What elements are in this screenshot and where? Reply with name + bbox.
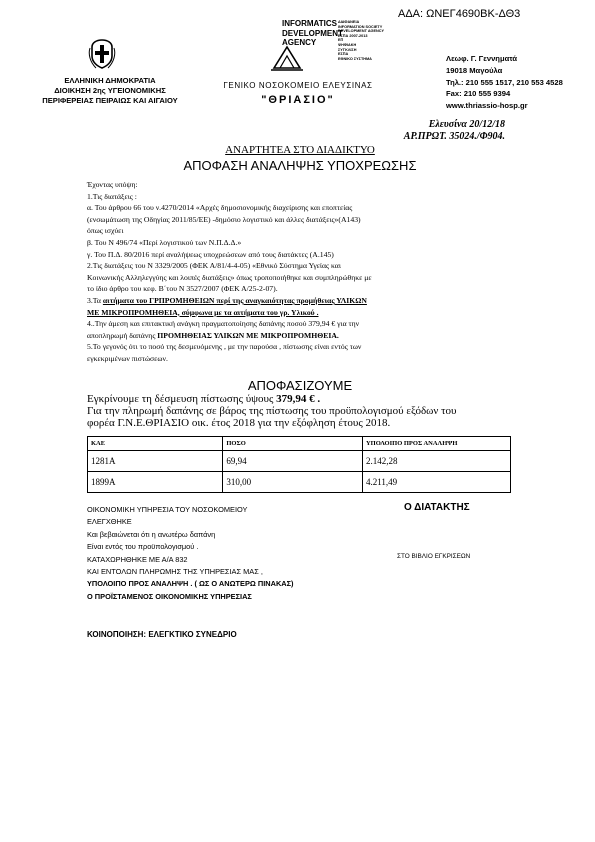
table-row <box>88 472 511 493</box>
posted-online-heading: ΑΝΑΡΤΗΤΕΑ ΣΤΟ ΔΙΑΔΙΚΤΥΟ <box>225 144 375 156</box>
considerations-body <box>87 179 507 365</box>
table-cell: 310,00 <box>223 472 363 493</box>
decision-line: Για την πληρωμή δαπάνης σε βάρος της πίστωσης του προϋπολογισμού εξόδων του <box>87 405 457 417</box>
decision-line-prefix: Εγκρίνουμε τη δέσμευση πίστωσης ύψους <box>87 393 277 405</box>
item-3-line: ΜΕ ΜΙΚΡΟΠΡΟΜΗΘΕΙΑ, σύμφωνα με τα αιτήματα του γρ. Υλικού . <box>87 307 319 317</box>
item-4-prefix: αποπληρωμή δαπάνης <box>87 330 158 340</box>
info-small-line: ΕΘΝΙΚΟ ΣΥΣΤΗΜΑ <box>338 56 372 61</box>
informatics-line: AGENCY <box>282 38 317 47</box>
item-1b: β. Του Ν 496/74 «Περί λογιστικού των Ν.Π.Δ.Δ.» <box>87 237 242 247</box>
table-cell: 69,94 <box>223 451 363 472</box>
informatics-small-text <box>338 20 384 61</box>
hospital-address <box>446 53 563 112</box>
info-small-line: ΣΥΓΚΛΙΣΗ <box>338 47 357 52</box>
table-cell: 4.211,49 <box>362 472 510 493</box>
info-small-line: DEVELOPMENT AGENCY <box>338 29 385 34</box>
hospital-name: ΓΕΝΙΚΟ ΝΟΣΟΚΟΜΕΙΟ ΕΛΕΥΣΙΝΑΣ <box>223 81 373 90</box>
notification-line: ΚΟΙΝΟΠΟΙΗΣΗ: ΕΛΕΓΚΤΙΚΟ ΣΥΝΕΔΡΙΟ <box>87 630 237 639</box>
address-line: Fax: 210 555 9394 <box>446 89 511 99</box>
ministry-line: ΔΙΟΙΚΗΣΗ 2ης ΥΓΕΙΟΝΟΜΙΚΗΣ <box>54 86 166 95</box>
decision-line <box>87 393 517 405</box>
item-1a-line: όπως ισχύει <box>87 226 124 236</box>
sig-line: ΚΑΙ ΕΝΤΟΛΩΝ ΠΛΗΡΩΜΗΣ ΤΗΣ ΥΠΗΡΕΣΙΑΣ ΜΑΣ , <box>87 567 263 577</box>
item-4-line: 4..Την άμεση και επιτακτική ανάγκη πραγματοποίησης δαπάνης ποσού 379,94 € για την <box>87 319 360 329</box>
item-4-emphasis: ΠΡΟΜΗΘΕΙΑΣ ΥΛΙΚΩΝ ΜΕ ΜΙΚΡΟΠΡΟΜΗΘΕΙΑ. <box>157 330 339 340</box>
approval-book-label: ΣΤΟ ΒΙΒΛΙΟ ΕΓΚΡΙΣΕΩΝ <box>397 553 471 560</box>
item-2-line: 2.Τις διατάξεις του Ν 3329/2005 (ΦΕΚ Α/81/4-4-05) «Εθνικό Σύστημα Υγείας και <box>87 261 341 271</box>
informatics-line: INFORMATICS <box>282 19 337 28</box>
intro-line: Έχοντας υπόψη: <box>87 180 138 189</box>
sig-line: Και βεβαιώνεται ότι η ανωτέρω δαπάνη <box>87 529 216 539</box>
address-line: www.thriassio-hosp.gr <box>446 101 528 111</box>
hospital-logo-icon <box>270 44 304 72</box>
table-row <box>88 451 511 472</box>
budget-table <box>87 436 511 493</box>
address-line: Λεωφ. Γ. Γεννηματά <box>446 54 518 63</box>
info-small-line: ΨΗΦΙΑΚΗ <box>338 42 357 47</box>
info-small-line: ΕΠ <box>338 38 344 43</box>
ministry-line: ΠΕΡΙΦΕΡΕΙΑΣ ΠΕΙΡΑΙΩΣ ΚΑΙ ΑΙΓΑΙΟΥ <box>42 96 178 105</box>
info-small-line: INFORMATION SOCIETY <box>338 24 383 29</box>
table-header-row <box>88 437 511 451</box>
director-label: Ο ΔΙΑΤΑΚΤΗΣ <box>404 502 470 513</box>
finance-signature-block <box>87 504 407 603</box>
item-2-line: το ίδιο άρθρο του κεφ. Β΄του Ν 3527/2007 (ΦΕΚ Α/25-2-07). <box>87 284 278 294</box>
decision-title: ΑΠΟΦΑΣΗ ΑΝΑΛΗΨΗΣ ΥΠΟΧΡΕΩΣΗΣ <box>183 158 417 173</box>
item-1c: γ. Του Π.Δ. 80/2016 περί αναλήψεως υποχρεώσεων από τους διατάκτες (Α.145) <box>87 249 334 259</box>
address-line: Τηλ.: 210 555 1517, 210 553 4528 <box>446 77 563 87</box>
decision-text <box>87 393 517 429</box>
date-protocol <box>385 119 505 143</box>
item-4-line <box>87 330 507 342</box>
info-small-line: ΕΣΠΑ 2007-2013 <box>338 33 368 38</box>
ada-code: ΑΔΑ: ΩΝΕΓ4690ΒΚ-ΔΘ3 <box>398 8 521 20</box>
item-1: 1.Τις διατάξεις : <box>87 191 137 201</box>
item-5-line: εγκεκριμένων πιστώσεων. <box>87 353 168 363</box>
sig-line: ΚΑΤΑΧΩΡΗΘΗΚΕ ΜΕ Α/Α 832 <box>87 554 188 564</box>
decision-line: φορέα Γ.Ν.Ε.ΘΡΙΑΣΙΟ οικ. έτος 2018 για την εξόφληση έτους 2018. <box>87 417 391 429</box>
sig-line: ΕΛΕΓΧΘΗΚΕ <box>87 517 132 527</box>
item-1a-line: (ενσωμάτωση της Οδηγίας 2011/85/ΕΕ) -δημόσιο λογιστικό και άλλες διατάξεις»(Α143) <box>87 214 361 224</box>
table-cell: 1899Α <box>88 472 223 493</box>
item-3-emphasis: αιτήματα του ΓΡΠΡΟΜΗΘΕΙΩΝ περί της αναγκαιότητας προμήθειας ΥΛΙΚΩΝ <box>102 295 367 305</box>
ministry-block <box>40 76 180 106</box>
table-header-remaining: ΥΠΟΛΟΙΠΟ ΠΡΟΣ ΑΝΑΛΗΨΗ <box>362 437 510 451</box>
protocol-number: ΑΡ.ΠΡΩΤ. 35024./Φ904. <box>403 131 505 142</box>
informatics-line: DEVELOPMENT <box>282 28 343 38</box>
info-small-line: ΔΙΑΦΑΝΕΙΑ <box>338 20 360 24</box>
item-1a-line: α. Του άρθρου 66 του ν.4270/2014 «Αρχές δημοσιονομικής διαχείρισης και εποπτείας <box>87 203 353 213</box>
decide-heading: ΑΠΟΦΑΣΙΖΟΥΜΕ <box>247 378 353 393</box>
sig-line: ΥΠΟΛΟΙΠΟ ΠΡΟΣ ΑΝΑΛΗΨΗ . ( ΩΣ Ο ΑΝΩΤΕΡΩ ΠΙΝΑΚΑΣ) <box>87 579 294 589</box>
hospital-short-name: "ΘΡΙΑΣΙΟ" <box>261 94 335 106</box>
item-3-line <box>87 295 507 307</box>
table-cell: 2.142,28 <box>362 451 510 472</box>
table-header-amount: ΠΟΣΟ <box>223 437 363 451</box>
item-5-line: 5.Το γεγονός ότι το ποσό της δεσμευόμενης , με την παρούσα , πίστωσης είναι εντός των <box>87 342 362 352</box>
info-small-line: ΕΣΠΑ <box>338 52 349 57</box>
ministry-line: ΕΛΛΗΝΙΚΗ ΔΗΜΟΚΡΑΤΙΑ <box>64 76 156 85</box>
item-2-line: Κοινωνικής Αλληλεγγύης και λοιπές διατάξεις» όπως τροποποιήθηκε και συμπληρώθηκε με <box>87 272 372 282</box>
sig-line: ΟΙΚΟΝΟΜΙΚΗ ΥΠΗΡΕΣΙΑ ΤΟΥ ΝΟΣΟΚΟΜΕΙΟΥ <box>87 505 248 514</box>
greek-emblem-icon <box>88 38 116 70</box>
sig-line: Ο ΠΡΟΪΣΤΑΜΕΝΟΣ ΟΙΚΟΝΟΜΙΚΗΣ ΥΠΗΡΕΣΙΑΣ <box>87 591 252 601</box>
table-cell: 1281Α <box>88 451 223 472</box>
table-header-kae: ΚΑΕ <box>88 437 223 451</box>
credit-amount: 379,94 € . <box>276 393 321 405</box>
address-line: 19018 Μαγούλα <box>446 65 503 75</box>
sig-line: Είναι εντός του προϋπολογισμού . <box>87 542 199 552</box>
item-3-prefix: 3.Τα <box>87 295 103 305</box>
document-date: Ελευσίνα 20/12/18 <box>428 119 505 130</box>
